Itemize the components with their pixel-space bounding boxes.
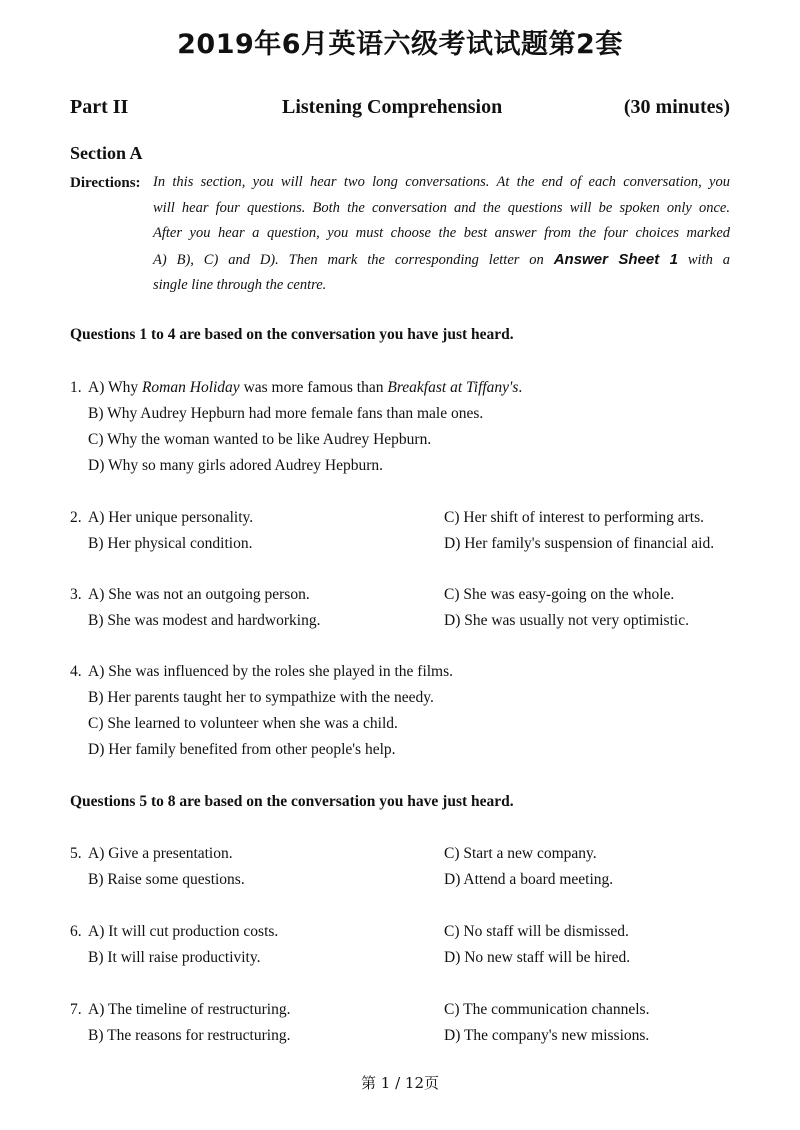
option-a: A) Her unique personality. xyxy=(88,509,254,526)
directions-line: In this section, you will hear two long conversations. At the end of each conversation, you xyxy=(153,174,730,190)
option-b: B) Her parents taught her to sympathize with the needy. xyxy=(88,689,434,706)
film-title: Breakfast at Tiffany's xyxy=(387,379,519,396)
directions-text xyxy=(153,170,730,299)
part-label: Part II xyxy=(70,96,129,118)
option-a: A) The timeline of restructuring. xyxy=(88,1001,291,1018)
option-c: C) She learned to volunteer when she was a child. xyxy=(88,715,398,732)
option-a: A) Give a presentation. xyxy=(88,845,233,862)
option-b: B) Raise some questions. xyxy=(88,871,245,888)
option-a: A) She was not an outgoing person. xyxy=(88,586,310,603)
option-b: B) Why Audrey Hepburn had more female fans than male ones. xyxy=(88,405,484,422)
question-number: 6. xyxy=(70,923,82,940)
option-c: C) The communication channels. xyxy=(444,1001,650,1018)
directions-line: single line through the centre. xyxy=(153,277,327,294)
directions-line xyxy=(153,247,730,274)
option-c: C) Why the woman wanted to be like Audrey Hepburn. xyxy=(88,431,432,448)
question-4 xyxy=(70,659,730,763)
film-title: Roman Holiday xyxy=(141,379,240,396)
question-5 xyxy=(70,841,730,893)
option-d: D) The company's new missions. xyxy=(444,1027,650,1044)
option-d: D) Her family benefited from other people's help. xyxy=(88,741,396,758)
part-name: Listening Comprehension xyxy=(282,96,503,118)
question-number: 5. xyxy=(70,845,82,862)
option-a: 1. A) Why Roman Holiday was more famous than Breakfast at Tiffany's. xyxy=(70,375,730,401)
question-number: 4. xyxy=(70,663,82,680)
option-c: C) Her shift of interest to performing arts. xyxy=(444,509,704,526)
option-c: C) She was easy-going on the whole. xyxy=(444,586,675,603)
answer-sheet-label: Answer Sheet 1 xyxy=(553,250,678,268)
question-2 xyxy=(70,505,730,557)
group-heading-1: Questions 1 to 4 are based on the conversation you have just heard. xyxy=(70,326,514,343)
question-number: 7. xyxy=(70,1001,82,1018)
question-7 xyxy=(70,997,730,1049)
question-number: 3. xyxy=(70,586,82,603)
page-number: 第 1 / 12页 xyxy=(361,1074,439,1092)
directions-line: After you hear a question, you must choose the best answer from the four choices marked xyxy=(153,225,730,242)
option-d: D) No new staff will be hired. xyxy=(444,949,631,966)
section-title: Section A xyxy=(70,143,143,163)
option-b: B) The reasons for restructuring. xyxy=(88,1027,291,1044)
question-6 xyxy=(70,919,730,971)
option-d: D) She was usually not very optimistic. xyxy=(444,612,689,629)
option-d: D) Attend a board meeting. xyxy=(444,871,614,888)
group-heading-2: Questions 5 to 8 are based on the conversation you have just heard. xyxy=(70,793,514,810)
option-b: B) Her physical condition. xyxy=(88,535,253,552)
option-d: D) Her family's suspension of financial aid. xyxy=(444,535,715,552)
page-title: 2019年6月英语六级考试试题第2套 xyxy=(177,29,623,60)
option-d: D) Why so many girls adored Audrey Hepburn. xyxy=(88,457,384,474)
directions-line-tail: with a xyxy=(687,251,731,268)
part-header xyxy=(70,96,730,124)
option-a: 4. A) She was influenced by the roles she played in the films. xyxy=(70,659,730,685)
option-a: A) It will cut production costs. xyxy=(88,923,279,940)
question-number: 2. xyxy=(70,509,82,526)
option-b: B) She was modest and hardworking. xyxy=(88,612,321,629)
option-c: C) Start a new company. xyxy=(444,845,597,862)
directions-line: will hear four questions. Both the conversation and the questions will be spoken only once. xyxy=(153,199,730,216)
question-3 xyxy=(70,582,730,634)
question-1 xyxy=(70,375,730,479)
option-b: B) It will raise productivity. xyxy=(88,949,261,966)
question-number: 1. xyxy=(70,379,82,396)
directions-label: Directions: xyxy=(70,175,141,191)
option-c: C) No staff will be dismissed. xyxy=(444,923,629,940)
part-time: (30 minutes) xyxy=(623,96,730,118)
directions-line-text: A) B), C) and D). Then mark the corresponding letter on xyxy=(153,251,544,268)
